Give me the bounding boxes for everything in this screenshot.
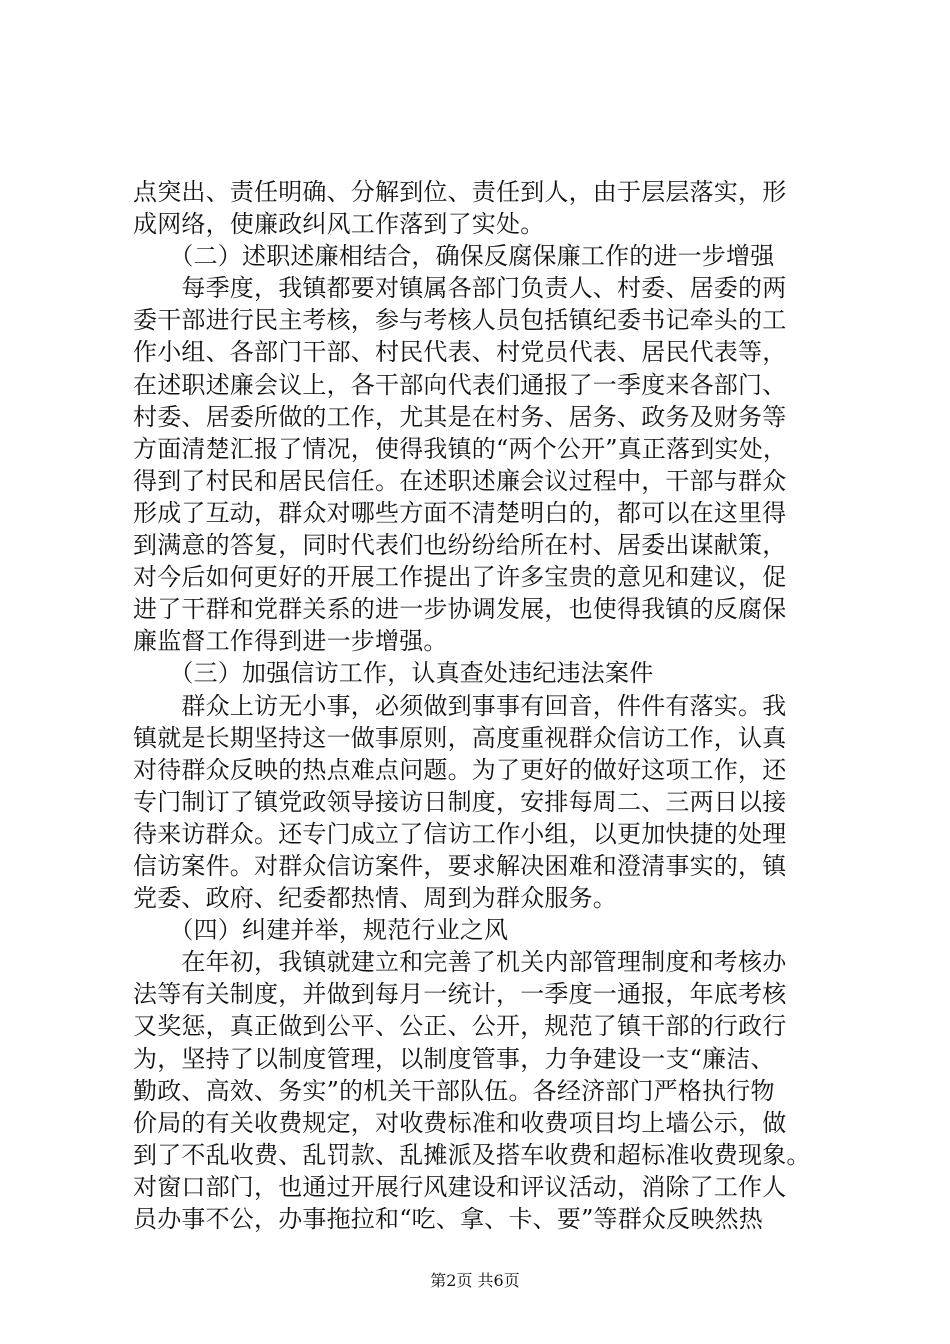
text-line: 廉监督工作得到进一步增强。 — [133, 627, 448, 656]
text-line: 方面清楚汇报了情况，使得我镇的“两个公开”真正落到实处， — [133, 434, 788, 463]
text-line: 对窗口部门，也通过开展行风建设和评议活动，消除了工作人 — [133, 1172, 787, 1201]
text-line: 信访案件。对群众信访案件，要求解决困难和澄清事实的，镇 — [133, 851, 787, 880]
text-line: 法等有关制度，并做到每月一统计，一季度一通报，年底考核 — [133, 980, 787, 1009]
text-line: 对今后如何更好的开展工作提出了许多宝贵的意见和建议，促 — [133, 563, 787, 592]
text-line: 村委、居委所做的工作，尤其是在村务、居务、政务及财务等 — [133, 402, 787, 431]
text-line: 又奖惩，真正做到公平、公正、公开，规范了镇干部的行政行 — [133, 1012, 787, 1041]
text-line: （四）纠建并举，规范行业之风 — [133, 916, 509, 945]
body-text — [133, 176, 833, 1235]
text-line: 专门制订了镇党政领导接访日制度，安排每周二、三两日以接 — [133, 787, 787, 816]
text-line: 待来访群众。还专门成立了信访工作小组，以更加快捷的处理 — [133, 819, 787, 848]
text-line: 对待群众反映的热点难点问题。为了更好的做好这项工作，还 — [133, 755, 787, 784]
text-line: 员办事不公，办事拖拉和“吃、拿、卡、要”等群众反映然热 — [133, 1205, 763, 1233]
text-line: 进了干群和党群关系的进一步协调发展，也使得我镇的反腐保 — [133, 595, 787, 624]
text-line: 委干部进行民主考核，参与考核人员包括镇纪委书记牵头的工 — [133, 306, 787, 335]
text-line: （二）述职述廉相结合，确保反腐保廉工作的进一步增强 — [133, 242, 775, 271]
text-line: 成网络，使廉政纠风工作落到了实处。 — [133, 210, 545, 239]
text-line: 群众上访无小事，必须做到事事有回音，件件有落实。我 — [133, 691, 787, 720]
text-line: 形成了互动，群众对哪些方面不清楚明白的，都可以在这里得 — [133, 498, 787, 527]
text-line: （三）加强信访工作，认真查处违纪违法案件 — [133, 659, 654, 688]
page-footer: 第2页 共6页 — [430, 1271, 520, 1290]
text-line: 勤政、高效、务实”的机关干部队伍。各经济部门严格执行物 — [133, 1076, 775, 1105]
text-line: 得到了村民和居民信任。在述职述廉会议过程中，干部与群众 — [133, 466, 787, 495]
text-line: 每季度，我镇都要对镇属各部门负责人、村委、居委的两 — [133, 274, 787, 303]
text-line: 价局的有关收费规定，对收费标准和收费项目均上墙公示，做 — [133, 1108, 787, 1137]
text-line: 到了不乱收费、乱罚款、乱摊派及搭车收费和超标准收费现象。 — [133, 1140, 811, 1169]
text-line: 到满意的答复，同时代表们也纷纷给所在村、居委出谋献策， — [133, 531, 787, 560]
text-line: 党委、政府、纪委都热情、周到为群众服务。 — [133, 884, 617, 913]
text-line: 在年初，我镇就建立和完善了机关内部管理制度和考核办 — [133, 948, 787, 977]
text-line: 作小组、各部门干部、村民代表、村党员代表、居民代表等， — [133, 338, 787, 367]
text-line: 在述职述廉会议上，各干部向代表们通报了一季度来各部门、 — [133, 370, 787, 399]
text-line: 镇就是长期坚持这一做事原则，高度重视群众信访工作，认真 — [133, 723, 787, 752]
text-line: 点突出、责任明确、分解到位、责任到人，由于层层落实，形 — [133, 178, 787, 206]
text-line: 为，坚持了以制度管理，以制度管事，力争建设一支“廉洁、 — [133, 1044, 775, 1073]
